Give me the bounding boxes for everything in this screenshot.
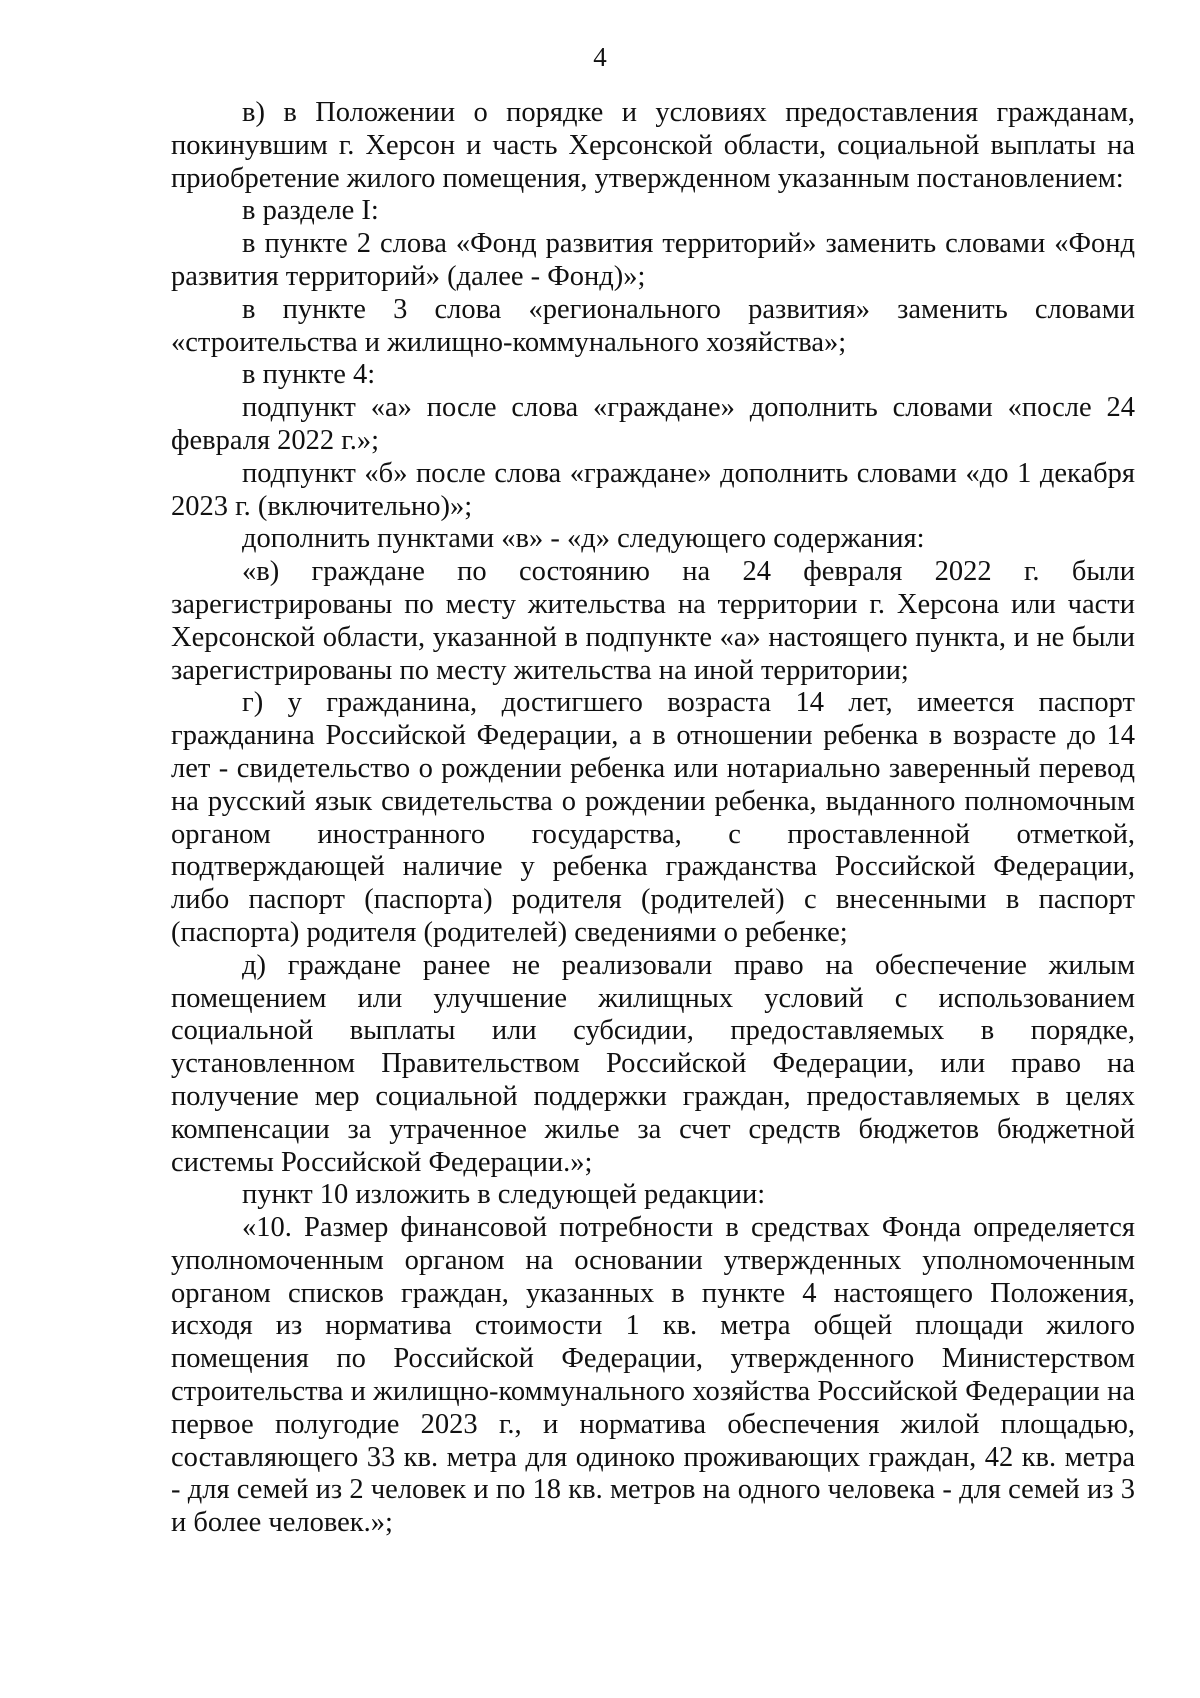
paragraph: дополнить пунктами «в» - «д» следующего содержания: xyxy=(242,523,925,555)
paragraph: подпункт «а» после слова «граждане» дополнить словами «после 24 февраля 2022 г.»; xyxy=(171,392,1135,456)
paragraph: в разделе I: xyxy=(242,195,379,227)
paragraph: подпункт «б» после слова «граждане» дополнить словами «до 1 декабря 2023 г. (включительно)»; xyxy=(171,457,1135,522)
paragraph: «10. Размер финансовой потребности в средствах Фонда определяется уполномоченным органом на основании утвержденных уполномоченным органом списков граждан, указанных в пункте 4 настоящего Положения, исходя из норматива стоимости 1 кв. метра общей площади жилого помещения по Российской Федерации, утвержденного Министерством строительства и жилищно-коммунального хозяйства Российской Федерации на первое полугодие 2023 г., и норматива обеспечения жилой площадью, составляющего 33 кв. метра для одиноко проживающих граждан, 42 кв. метра - для семей из 2 человек и по 18 кв. метров на одного человека - для семей из 3 и более человек.»; xyxy=(171,1212,1135,1539)
paragraph: д) граждане ранее не реализовали право на обеспечение жилым помещением или улучшение жилищных условий с использованием социальной выплаты или субсидии, предоставляемых в порядке, установленном Правительством Российской Федерации, или право на получение мер социальной поддержки граждан, предоставляемых в целях компенсации за утраченное жилье за счет средств бюджетов бюджетной системы Российской Федерации.»; xyxy=(171,949,1135,1178)
paragraph: пункт 10 изложить в следующей редакции: xyxy=(242,1179,766,1211)
paragraph: в) в Положении о порядке и условиях предоставления гражданам, покинувшим г. Херсон и часть Херсонской области, социальной выплаты на приобретение жилого помещения, утвержденном указанным постановлением: xyxy=(171,97,1135,194)
paragraph: г) у гражданина, достигшего возраста 14 лет, имеется паспорт гражданина Российской Федерации, а в отношении ребенка в возрасте до 14 лет - свидетельство о рождении ребенка или нотариально заверенный перевод на русский язык свидетельства о рождении ребенка, выданного полномочным органом иностранного государства, с проставленной отметкой, подтверждающей наличие у ребенка гражданства Российской Федерации, либо паспорт (паспорта) родителя (родителей) с внесенными в паспорт (паспорта) родителя (родителей) сведениями о ребенке; xyxy=(171,687,1135,948)
paragraph: в пункте 3 слова «регионального развития» заменить словами «строительства и жилищно-коммунального хозяйства»; xyxy=(171,293,1135,358)
page-number: 4 xyxy=(593,42,607,72)
paragraph: в пункте 2 слова «Фонд развития территорий» заменить словами «Фонд развития территорий» (далее - Фонд)»; xyxy=(171,228,1135,292)
paragraph: в пункте 4: xyxy=(242,359,376,391)
paragraph: «в) граждане по состоянию на 24 февраля 2022 г. были зарегистрированы по месту жительства на территории г. Херсона или части Херсонской области, указанной в подпункте «а» настоящего пункта, и не были зарегистрированы по месту жительства на иной территории; xyxy=(171,556,1135,686)
document-body xyxy=(171,97,1135,1540)
